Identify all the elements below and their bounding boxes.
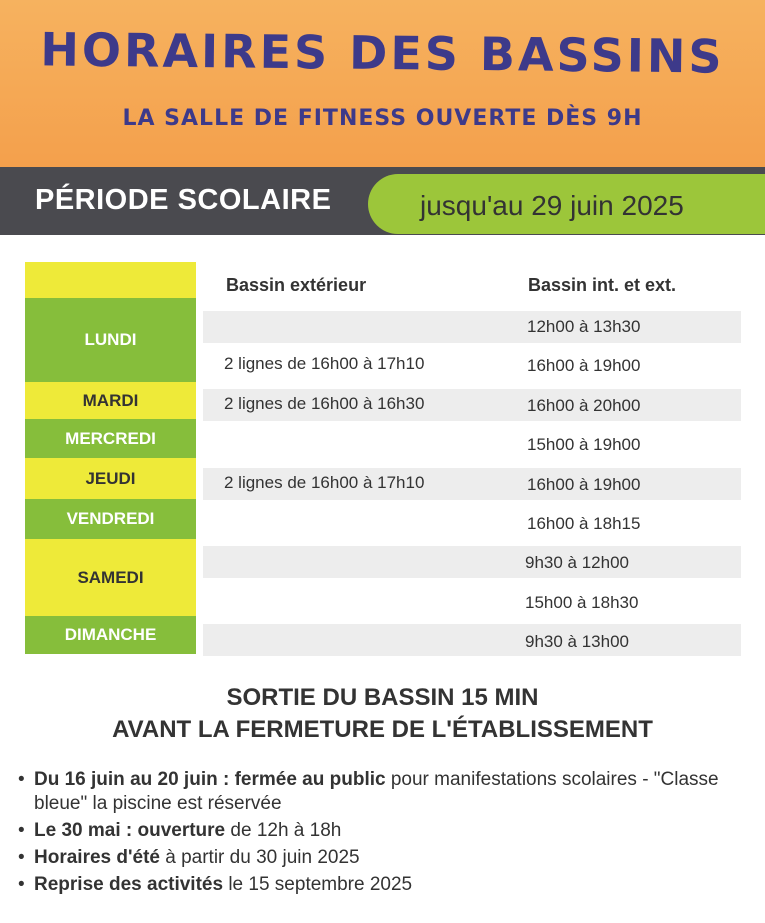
page-title: HORAIRES DES BASSINS — [40, 22, 725, 84]
info-list — [18, 768, 748, 900]
list-item-bold: Du 16 juin au 20 juin : fermée au public — [34, 769, 386, 790]
column-header-exterior: Bassin extérieur — [226, 275, 367, 295]
table-row-stripe — [203, 624, 741, 656]
cell-interior: 15h00 à 18h30 — [525, 593, 639, 612]
cell-exterior: 2 lignes de 16h00 à 17h10 — [224, 354, 425, 373]
cell-interior: 16h00 à 19h00 — [527, 475, 641, 494]
day-label-dimanche: DIMANCHE — [25, 616, 196, 654]
list-item — [18, 873, 748, 897]
cell-exterior: 2 lignes de 16h00 à 17h10 — [224, 473, 425, 492]
cell-interior: 9h30 à 12h00 — [525, 553, 629, 572]
day-header-blank — [25, 262, 196, 298]
notice-line-2: AVANT LA FERMETURE DE L'ÉTABLISSEMENT — [112, 716, 653, 743]
list-item-text: à partir du 30 juin 2025 — [159, 847, 360, 868]
header-banner — [0, 0, 765, 167]
day-label-samedi: SAMEDI — [25, 539, 196, 616]
list-item-text: de 12h à 18h — [225, 820, 342, 841]
cell-interior: 9h30 à 13h00 — [525, 632, 629, 651]
list-item — [18, 819, 748, 843]
cell-interior: 15h00 à 19h00 — [527, 435, 641, 454]
cell-exterior: 2 lignes de 16h00 à 16h30 — [224, 394, 425, 413]
day-label-jeudi: JEUDI — [25, 458, 196, 499]
day-label-vendredi: VENDREDI — [25, 499, 196, 539]
list-item-text: pour manifestations scolaires - "Classe bleue" la piscine est réservée — [34, 769, 719, 814]
notice-line-1: SORTIE DU BASSIN 15 MIN — [226, 684, 539, 711]
table-row-stripe — [203, 311, 741, 343]
page-subtitle: LA SALLE DE FITNESS OUVERTE DÈS 9H — [122, 106, 643, 131]
period-date: jusqu'au 29 juin 2025 — [420, 190, 684, 221]
cell-interior: 16h00 à 18h15 — [527, 514, 641, 533]
list-item-bold: Reprise des activités — [34, 874, 224, 895]
list-item — [18, 768, 748, 816]
list-item-bold: Horaires d'été — [34, 847, 160, 868]
cell-interior: 16h00 à 19h00 — [527, 356, 641, 375]
day-label-lundi: LUNDI — [25, 298, 196, 382]
list-item-text: le 15 septembre 2025 — [223, 874, 413, 895]
list-item-bold: Le 30 mai : ouverture — [34, 820, 226, 841]
table-row-stripe — [203, 546, 741, 578]
list-item — [18, 846, 748, 870]
day-label-mercredi: MERCREDI — [25, 419, 196, 458]
column-header-interior: Bassin int. et ext. — [528, 275, 677, 295]
period-label: PÉRIODE SCOLAIRE — [35, 184, 332, 216]
cell-interior: 12h00 à 13h30 — [527, 317, 641, 336]
day-label-mardi: MARDI — [25, 382, 196, 419]
cell-interior: 16h00 à 20h00 — [527, 396, 641, 415]
